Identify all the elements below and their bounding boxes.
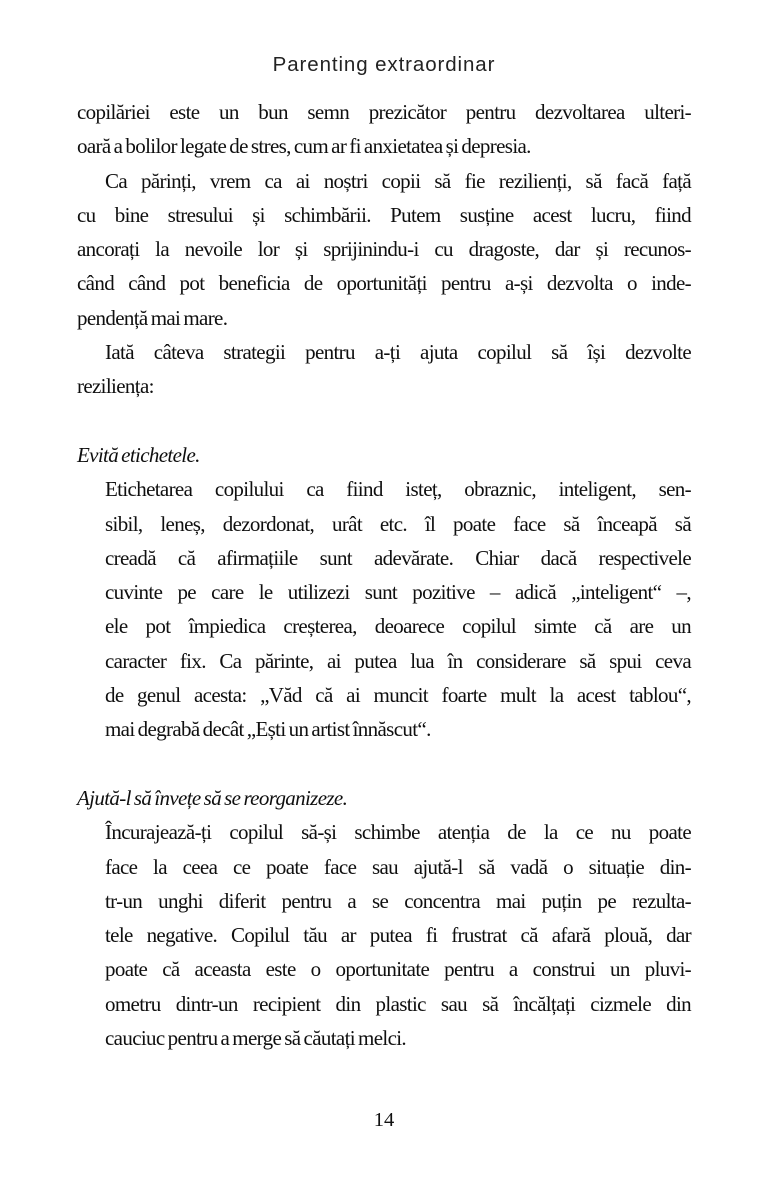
paragraph xyxy=(77,335,691,404)
section-heading xyxy=(77,438,691,472)
text-line: copilăriei este un bun semn prezicător pentru dezvoltarea ulteri- xyxy=(77,100,691,124)
section-heading xyxy=(77,781,691,815)
text-line: Încurajează-ți copilul să-și schimbe atenția de la ce nu poate xyxy=(105,820,691,845)
text-line: de genul acesta: „Văd că ai muncit foarte mult la acest tablou“, xyxy=(105,683,691,708)
page-number: 14 xyxy=(373,1109,395,1131)
text-line: ometru dintr-un recipient din plastic sau să încălțați cizmele din xyxy=(105,991,691,1016)
text-line: pendență mai mare. xyxy=(77,305,228,330)
text-line: Iată câteva strategii pentru a-ți ajuta copilul să își dezvolte xyxy=(105,340,691,365)
paragraph xyxy=(105,815,691,1055)
text-line: creadă că afirmațiile sunt adevărate. Chiar dacă respectivele xyxy=(105,545,691,570)
text-line: reziliența: xyxy=(77,374,154,399)
paragraph xyxy=(77,164,691,335)
text-line: face la ceea ce poate face sau ajută-l să vadă o situație din- xyxy=(105,854,691,879)
text-line: Ca părinți, vrem ca ai noștri copii să fie rezilienți, să facă față xyxy=(105,168,691,193)
text-line: când când pot beneficia de oportunități pentru a-și dezvolta o inde- xyxy=(77,271,691,296)
text-line: mai degrabă decât „Ești un artist înnăscut“. xyxy=(105,717,431,742)
text-line: oară a bolilor legate de stres, cum ar fi anxietatea și depresia. xyxy=(77,134,531,159)
text-line: Etichetarea copilului ca fiind isteț, obraznic, inteligent, sen- xyxy=(105,477,691,502)
text-line: sibil, leneș, dezordonat, urât etc. îl poate face să înceapă să xyxy=(105,511,691,536)
text-line: Ajută-l să învețe să se reorganizeze. xyxy=(77,785,348,810)
text-line: ele pot împiedica creșterea, deoarece copilul simte că are un xyxy=(105,614,691,639)
page-body xyxy=(77,95,691,1055)
text-line: tr-un unghi diferit pentru a se concentra mai puțin pe rezulta- xyxy=(105,888,691,913)
text-line: cuvinte pe care le utilizezi sunt pozitive – adică „inteligent“ –, xyxy=(105,580,691,605)
text-line: tele negative. Copilul tău ar putea fi frustrat că afară plouă, dar xyxy=(105,923,691,948)
text-line: Evită etichetele. xyxy=(77,442,200,467)
running-header: Parenting extraordinar xyxy=(272,53,496,76)
paragraph xyxy=(77,95,691,164)
text-line: poate că aceasta este o oportunitate pentru a construi un pluvi- xyxy=(105,957,691,982)
text-line: cauciuc pentru a merge să căutați melci. xyxy=(105,1026,407,1051)
text-line: ancorați la nevoile lor și sprijinindu-i cu dragoste, dar și recunos- xyxy=(77,237,691,262)
text-line: cu bine stresului și schimbării. Putem susține acest lucru, fiind xyxy=(77,202,691,227)
text-line: caracter fix. Ca părinte, ai putea lua în considerare să spui ceva xyxy=(105,648,691,673)
paragraph xyxy=(105,472,691,746)
